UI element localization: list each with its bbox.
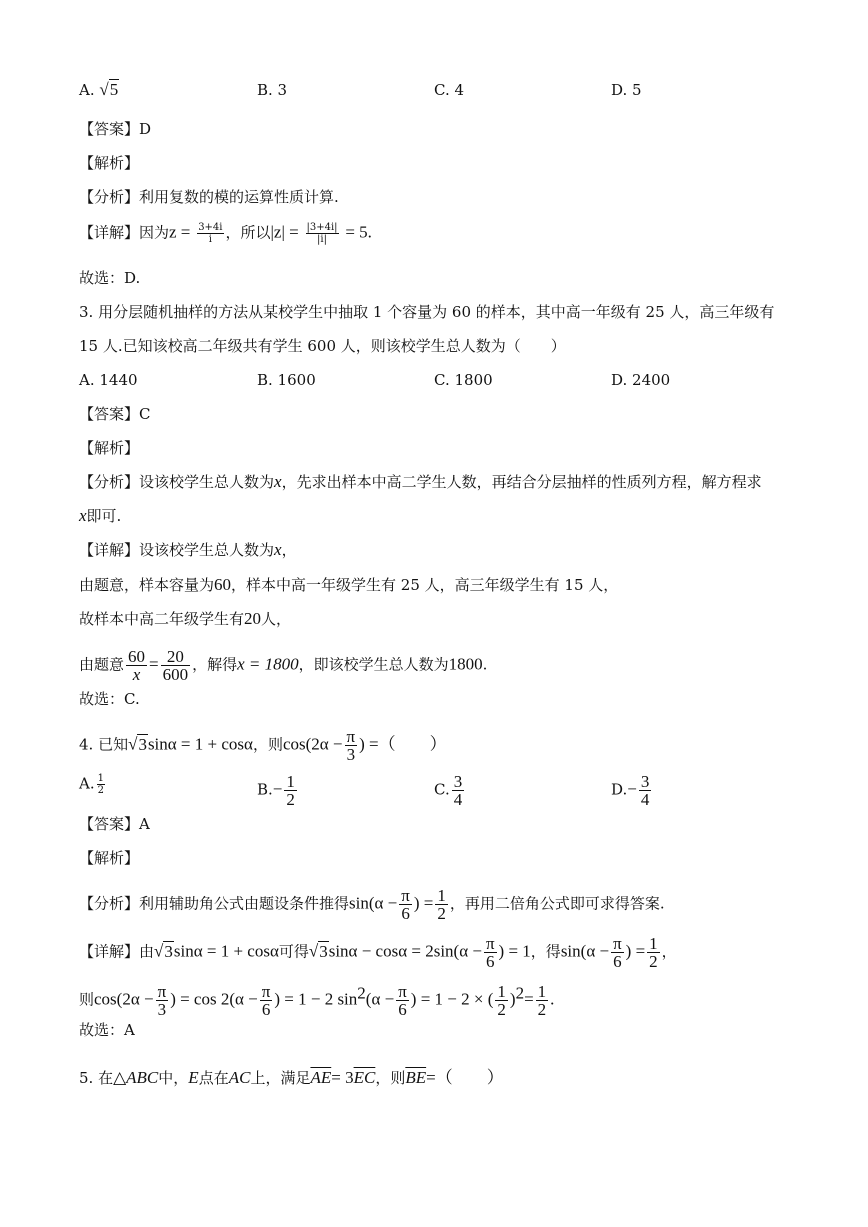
- detail-line2: 故样本中高二年级学生有20人，: [79, 609, 292, 628]
- option-b: B.− $\frac{1}{2}$: [257, 772, 295, 809]
- fenxi-text: 【分析】利用复数的模的运算性质计算.: [79, 188, 339, 206]
- fenxi-line2: x即可.: [79, 506, 122, 525]
- option-a: A. 1440: [79, 371, 138, 389]
- sqrt-5: √5: [99, 80, 119, 99]
- choice-line: 故选：C.: [79, 690, 140, 708]
- option-a: A. $\frac{1}{2}$: [79, 773, 104, 796]
- analysis-label: 【解析】: [79, 154, 140, 172]
- xiangjie-line: 【详解】设该校学生总人数为x，: [79, 540, 297, 559]
- xiangjie-line2: 则cos(2α − $\frac{\pi}{3}$ ) = cos 2(α − $\frac{\pi}{6}$ ) = 1 − 2 $\sin^2(\alpha$ − $\frac{\pi}{6}$ ) = 1 − 2 × ( $\frac{1}{2}$ )$^2$= $\frac{1}{2}$ .: [79, 982, 555, 1019]
- option-a: A. √5: [79, 80, 119, 99]
- analysis-label: 【解析】: [79, 439, 140, 457]
- question-stem: 4. 已知√3sinα = 1 + cosα，则cos(2α − $\frac{\pi}{3}$ ) =（ ）: [79, 727, 447, 764]
- detail-line3: 由题意 $\frac{60}{x}$ = $\frac{20}{600}$ ，解得x = 1800，即该校学生总人数为1800.: [79, 647, 488, 684]
- option-d: D. 5: [611, 81, 642, 99]
- question-stem-line2: 15 人.已知该校高二年级共有学生 600 人，则该校学生总人数为（ ）: [79, 337, 566, 355]
- fenxi-line1: 【分析】设该校学生总人数为x，先求出样本中高二学生人数，再结合分层抽样的性质列方程，解方程求: [79, 472, 762, 491]
- xiangjie-line1: 【详解】由√3sinα = 1 + cosα可得√3sinα − cosα = 2sin(α − $\frac{\pi}{6}$ ) = 1，得sin(α − $\frac{\pi}{6}$ ) = $\frac{1}{2}$ ，: [79, 934, 677, 971]
- question-stem-line1: 3. 用分层随机抽样的方法从某校学生中抽取 1 个容量为 60 的样本，其中高一年级有 25 人，高三年级有: [79, 303, 775, 321]
- option-c: C. 4: [434, 81, 465, 99]
- answer-label: 【答案】A: [79, 815, 150, 833]
- option-b: B. 3: [257, 81, 288, 99]
- option-d: D. 2400: [611, 371, 671, 389]
- question-stem: 5. 在△ABC中，E点在AC上，满足$\overline{AE}= 3\overline{EC}$，则$\overline{BE}=$（ ）: [79, 1068, 504, 1087]
- fenxi-line: 【分析】利用辅助角公式由题设条件推得sin(α − $\frac{\pi}{6}$ ) = $\frac{1}{2}$ ，再用二倍角公式即可求得答案.: [79, 886, 665, 923]
- option-d: D.− $\frac{3}{4}$: [611, 772, 650, 809]
- choice-line: 故选：D.: [79, 269, 141, 287]
- analysis-label: 【解析】: [79, 849, 140, 867]
- answer-label: 【答案】D: [79, 120, 152, 138]
- option-c: C. 1800: [434, 371, 493, 389]
- answer-label: 【答案】C: [79, 405, 151, 423]
- xiangjie-line: 【详解】因为z = $\frac{3+4i}{i}$ ，所以|z| = $\frac{|3+4i|}{|i|}$ = 5.: [79, 222, 372, 245]
- choice-line: 故选：A: [79, 1021, 135, 1039]
- option-b: B. 1600: [257, 371, 316, 389]
- option-c: C. $\frac{3}{4}$: [434, 772, 463, 809]
- detail-line1: 由题意，样本容量为60，样本中高一年级学生有 25 人，高三年级学生有 15 人，: [79, 575, 619, 594]
